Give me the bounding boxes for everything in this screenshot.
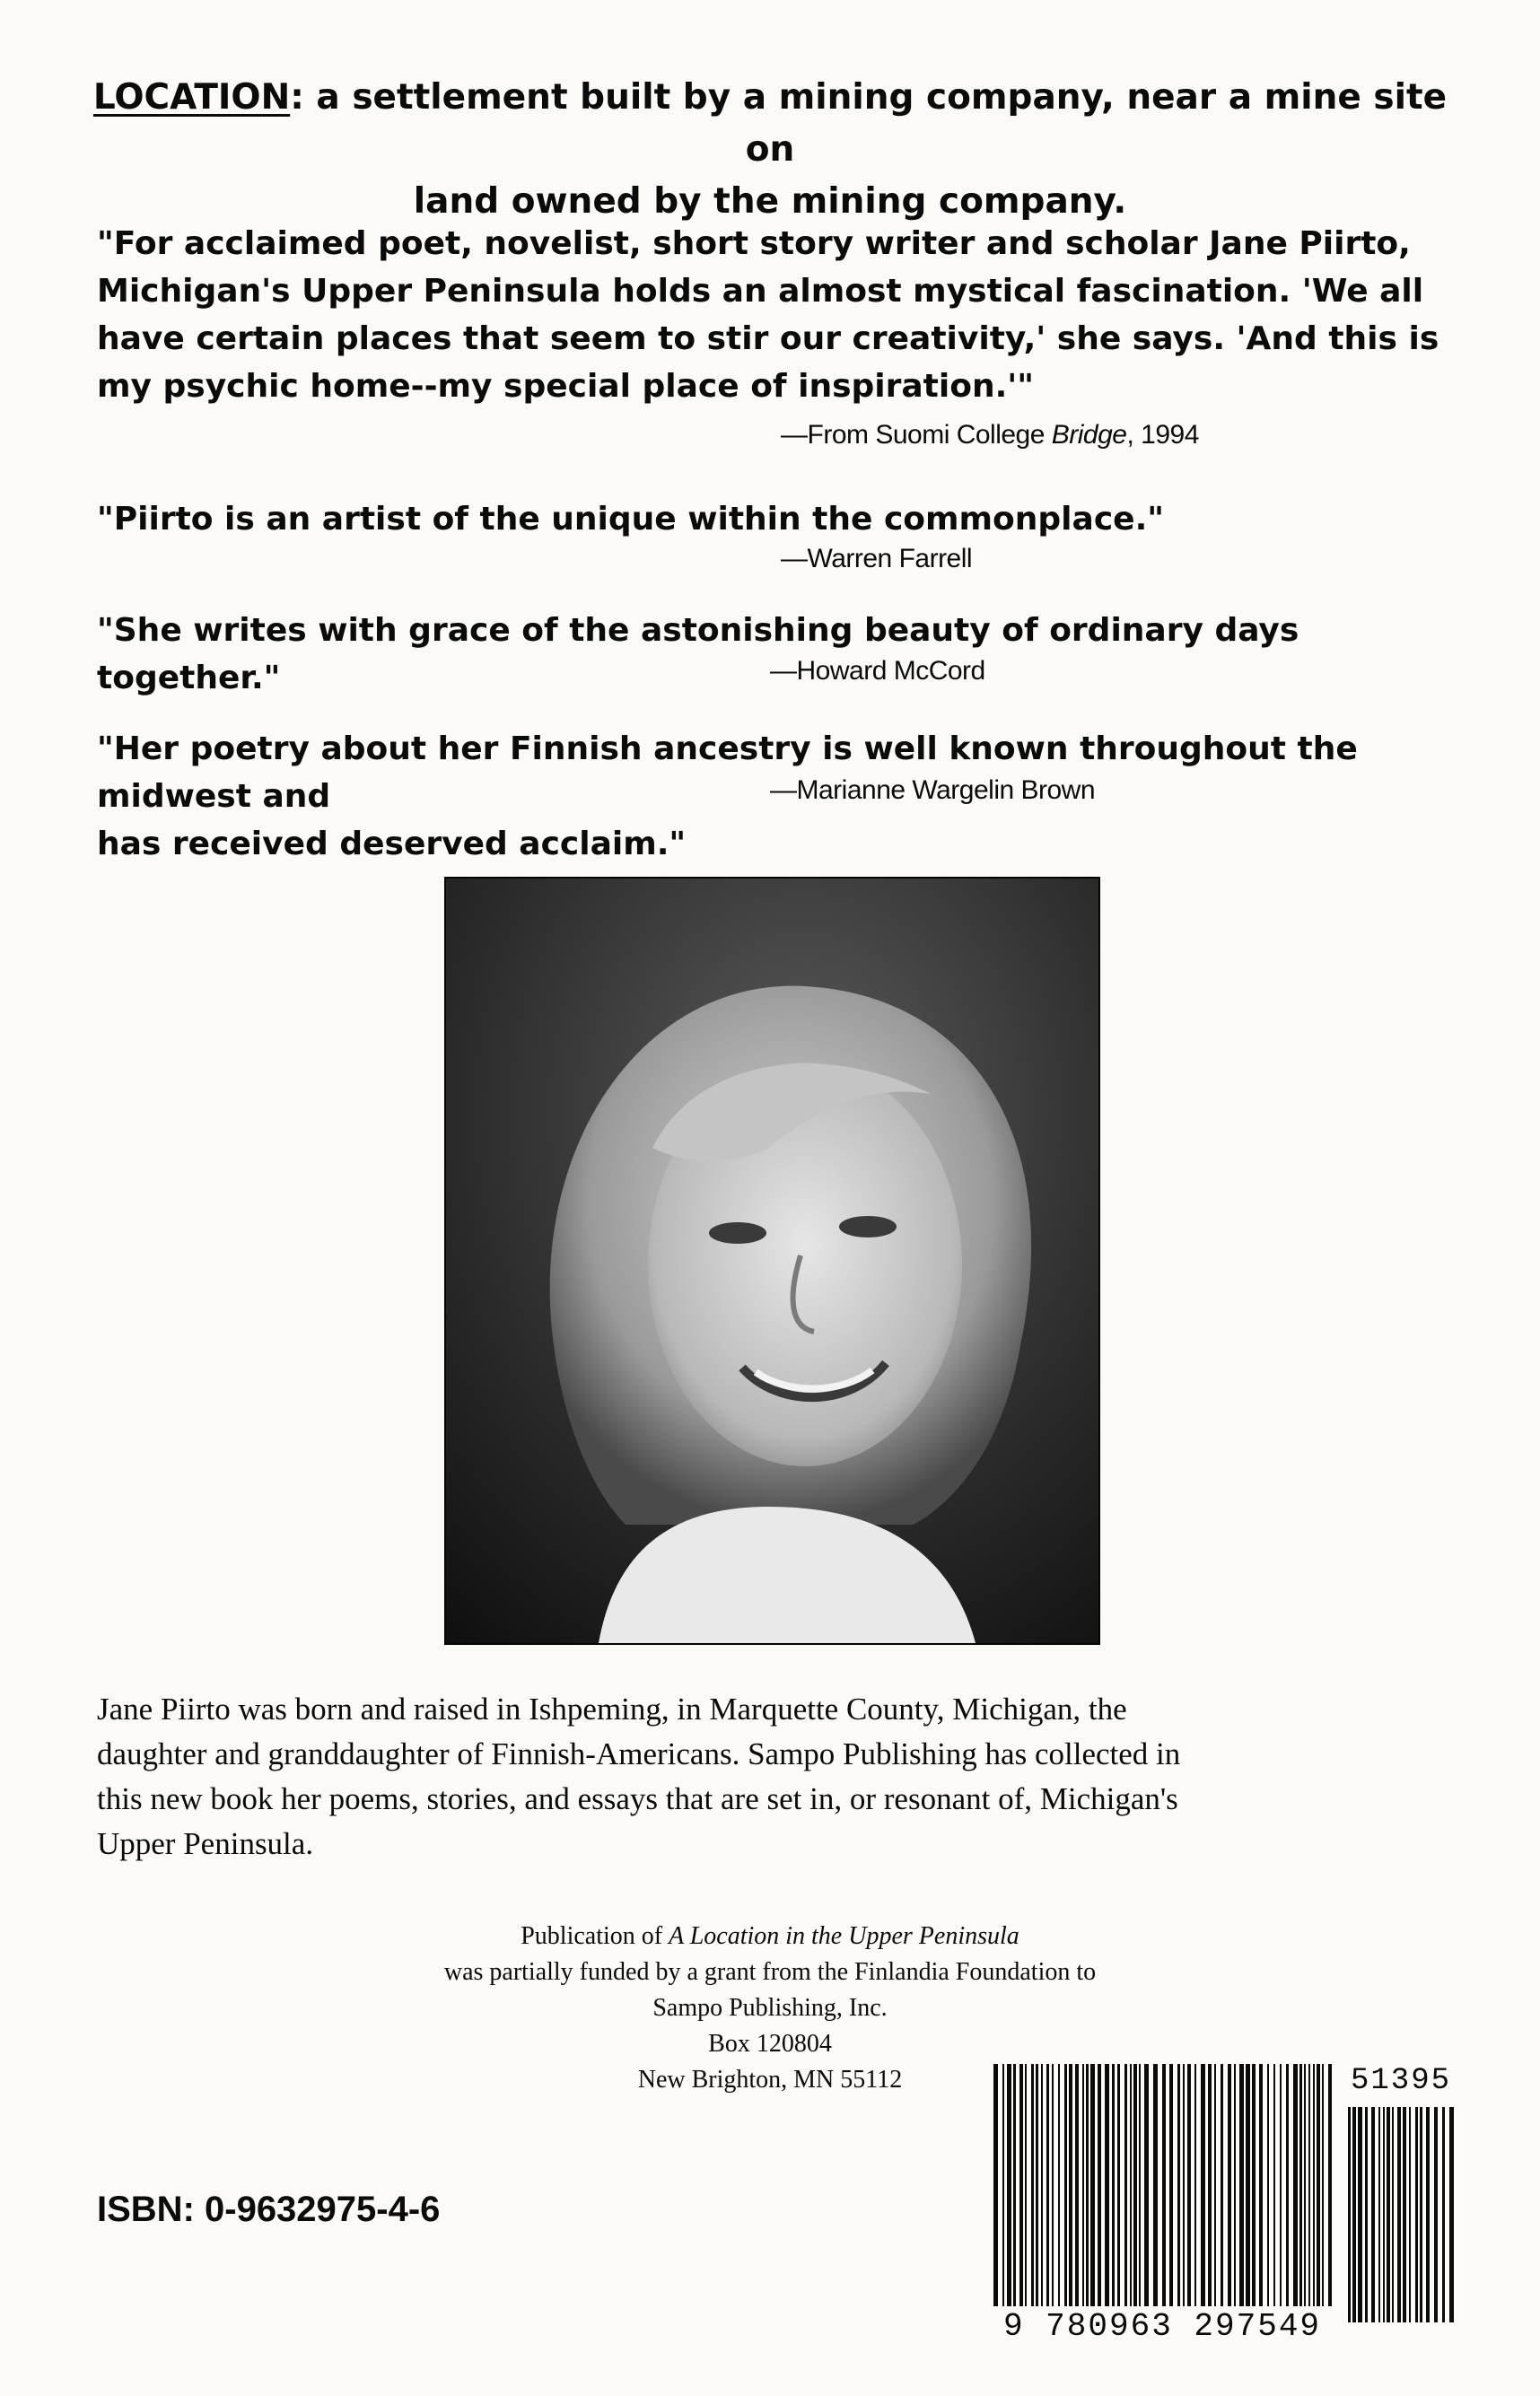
- barcode-bar: [1153, 2064, 1158, 2306]
- barcode-bar: [1105, 2064, 1109, 2306]
- author-photo: [444, 877, 1100, 1645]
- barcode-bar: [1013, 2064, 1016, 2306]
- publisher-name: Sampo Publishing, Inc.: [652, 1994, 888, 2022]
- attribution-warren-farrell: —Warren Farrell: [781, 544, 973, 573]
- barcode-bar: [1409, 2107, 1411, 2322]
- barcode-bar: [1252, 2064, 1256, 2306]
- barcode-bar: [1187, 2064, 1191, 2306]
- attribution-suffix: , 1994: [1126, 420, 1199, 450]
- barcode-bar: [1082, 2064, 1084, 2306]
- barcode-bar: [1273, 2064, 1275, 2306]
- quote-suomi-college: [97, 220, 1461, 410]
- barcode-bar: [1280, 2064, 1282, 2306]
- barcode-bar: [1352, 2107, 1356, 2322]
- barcode-bar: [1086, 2064, 1089, 2306]
- barcode-bar: [1286, 2064, 1289, 2306]
- barcode-bar: [1234, 2064, 1236, 2306]
- publisher-box: Box 120804: [708, 2030, 832, 2058]
- barcode-bar: [1308, 2064, 1310, 2306]
- quote-line: Michigan's Upper Peninsula holds an almost mystical fascination. 'We all: [97, 273, 1424, 310]
- barcode-bar: [1322, 2064, 1324, 2306]
- barcode-main-digits: 9 780963 297549: [1002, 2308, 1322, 2345]
- barcode-bar: [1002, 2064, 1004, 2306]
- isbn-number: ISBN: 0-9632975-4-6: [97, 2190, 441, 2229]
- barcode-bar: [1383, 2107, 1385, 2322]
- barcode-bar: [1293, 2064, 1298, 2306]
- author-portrait-illustration: [446, 879, 1098, 1643]
- barcode-bar: [1420, 2107, 1422, 2322]
- barcode-bar: [1194, 2064, 1196, 2306]
- bio-line: Upper Peninsula.: [97, 1826, 314, 1861]
- quote-warren-farrell: [97, 495, 1461, 543]
- quote-line: "She writes with grace of the astonishing beauty of ordinary days together.": [97, 612, 1299, 696]
- barcode-bar: [1239, 2064, 1244, 2306]
- barcode-bar: [1449, 2107, 1454, 2322]
- quote-line: have certain places that seem to stir our creativity,' she says. 'And this is: [97, 320, 1439, 357]
- barcode-addon: [1346, 2064, 1456, 2369]
- barcode-bar: [1052, 2064, 1054, 2306]
- attribution-marianne-wargelin-brown: —Marianne Wargelin Brown: [770, 775, 1096, 805]
- location-definition: [72, 72, 1468, 228]
- barcode-bar: [1371, 2107, 1375, 2322]
- attribution-italic: Bridge: [1051, 420, 1127, 450]
- barcode-bar: [1221, 2064, 1223, 2306]
- barcode-bar: [1214, 2064, 1216, 2306]
- quote-line: "Her poetry about her Finnish ancestry is well known throughout the midwest and: [97, 730, 1358, 815]
- attribution-howard-mccord: —Howard McCord: [770, 656, 985, 686]
- barcode-bar: [1041, 2064, 1043, 2306]
- barcode-bar: [1208, 2064, 1212, 2306]
- quote-line: has received deserved acclaim.": [97, 826, 687, 862]
- barcode-bar: [1442, 2107, 1445, 2322]
- barcode-bar: [1124, 2064, 1127, 2306]
- bio-line: Jane Piirto was born and raised in Ishpeming, in Marquette County, Michigan, the: [97, 1692, 1127, 1727]
- location-label: LOCATION: [92, 77, 291, 118]
- barcode-bar: [1434, 2107, 1438, 2322]
- attribution-prefix: —From Suomi College: [781, 420, 1052, 450]
- barcode-bar: [1025, 2064, 1027, 2306]
- barcode-bar: [1365, 2107, 1368, 2322]
- barcode-bar: [1387, 2107, 1390, 2322]
- barcode-bar: [1058, 2064, 1060, 2306]
- publication-line: was partially funded by a grant from the Finlandia Foundation to: [443, 1958, 1097, 1986]
- barcode-bar: [1117, 2064, 1120, 2306]
- barcode-bar: [1112, 2064, 1115, 2306]
- barcode-bar: [1259, 2064, 1263, 2306]
- attribution-suomi-college: [781, 420, 1199, 450]
- barcode-bar: [1299, 2064, 1302, 2306]
- quote-howard-mccord: [97, 607, 1461, 702]
- barcode-bar: [1304, 2064, 1306, 2306]
- barcode-bar: [1090, 2064, 1095, 2306]
- barcode-bar: [1392, 2107, 1394, 2322]
- barcode-bar: [1169, 2064, 1173, 2306]
- barcode-bar: [1133, 2064, 1137, 2306]
- barcode-bar: [993, 2064, 998, 2306]
- barcode-bar: [1246, 2064, 1250, 2306]
- barcode-bar: [1031, 2064, 1034, 2306]
- location-line-2: land owned by the mining company.: [413, 181, 1127, 222]
- publisher-city: New Brighton, MN 55112: [637, 2066, 903, 2094]
- barcode-bar: [1328, 2064, 1332, 2306]
- bio-line: this new book her poems, stories, and essays that are set in, or resonant of, Michigan's: [97, 1781, 1178, 1816]
- location-line-1: a settlement built by a mining company, near a mine site on: [303, 77, 1448, 170]
- quote-line: "For acclaimed poet, novelist, short story writer and scholar Jane Piirto,: [97, 225, 1411, 262]
- barcode-bar: [1358, 2107, 1362, 2322]
- barcode-bar: [1007, 2064, 1011, 2306]
- barcode-bar: [1162, 2064, 1166, 2306]
- barcode-bar: [1139, 2064, 1141, 2306]
- barcode-bar: [1348, 2107, 1351, 2322]
- barcode-bar: [1144, 2064, 1149, 2306]
- barcode-bar: [1415, 2107, 1418, 2322]
- quote-line: my psychic home--my special place of inspiration.'": [97, 368, 1035, 405]
- barcode-bar: [1201, 2064, 1205, 2306]
- barcode-bar: [1426, 2107, 1430, 2322]
- barcode-bar: [1267, 2064, 1269, 2306]
- barcode-bar: [1313, 2064, 1315, 2306]
- location-colon: :: [290, 77, 304, 118]
- bio-line: daughter and granddaughter of Finnish-Americans. Sampo Publishing has collected in: [97, 1736, 1181, 1771]
- barcode-bar: [1378, 2107, 1380, 2322]
- barcode-bar: [1064, 2064, 1067, 2306]
- barcode-main: [992, 2064, 1333, 2369]
- quote-line: "Piirto is an artist of the unique within the commonplace.": [97, 501, 1165, 538]
- barcode-bar: [1228, 2064, 1231, 2306]
- barcode-addon-digits: 51395: [1350, 2064, 1452, 2098]
- barcode-bar: [1036, 2064, 1038, 2306]
- barcode-bar: [1183, 2064, 1185, 2306]
- publication-prefix: Publication of: [521, 1922, 669, 1950]
- barcode-bar: [1098, 2064, 1101, 2306]
- barcode-bar: [1403, 2107, 1406, 2322]
- barcode-bar: [1075, 2064, 1079, 2306]
- barcode-bar: [1177, 2064, 1180, 2306]
- barcode-addon-bars: [1346, 2107, 1456, 2349]
- barcode-bar: [1130, 2064, 1132, 2306]
- barcode-bar: [1397, 2107, 1401, 2322]
- book-title: A Location in the Upper Peninsula: [669, 1922, 1019, 1950]
- barcode-bar: [1046, 2064, 1049, 2306]
- author-bio: [97, 1687, 1461, 1867]
- barcode-bars: [992, 2064, 1333, 2306]
- barcode-bar: [1019, 2064, 1023, 2306]
- barcode-bar: [1069, 2064, 1072, 2306]
- barcode-bar: [1317, 2064, 1320, 2306]
